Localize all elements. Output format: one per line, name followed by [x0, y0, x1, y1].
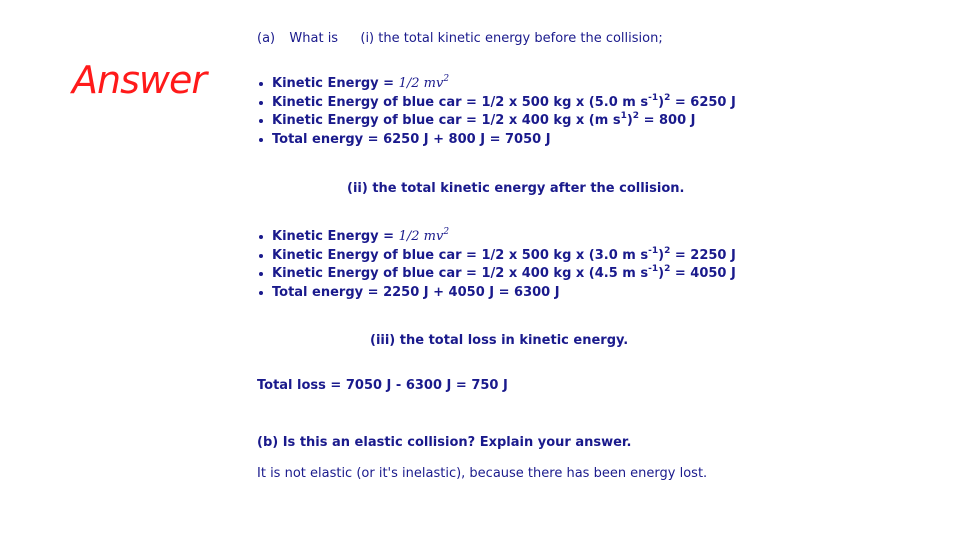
part-a-label: (a) — [257, 31, 276, 46]
part-a-question-line — [257, 31, 663, 47]
list-item — [272, 131, 736, 150]
list-item: Kinetic Energy of blue car = 1/2 x 400 kg x (m $s^1)^2 = 800$ J — [272, 112, 736, 131]
total-before: Total energy = 6250 J + 800 J = 7050 J — [272, 131, 551, 147]
sub-ii-heading: (ii) the total kinetic energy after the collision. — [347, 181, 685, 196]
total-loss: Total loss = 7050 J - 6300 J = 750 J — [257, 378, 508, 393]
ke-formula: 1/2 $mv^2$ — [398, 227, 450, 244]
part-a-question: What is — [289, 31, 339, 46]
part-b-answer: It is not elastic (or it's inelastic), because there has been energy lost. — [257, 466, 708, 481]
list-item: Kinetic Energy of blue car = 1/2 x 500 kg x (5.0 m $s^{-1})^2 = 6250$ J — [272, 94, 736, 113]
part-b-question: (b) Is this an elastic collision? Explain your answer. — [257, 435, 632, 450]
ke-label: Kinetic Energy = — [272, 76, 399, 91]
after-collision-list — [272, 228, 736, 302]
before-collision-list — [272, 75, 736, 149]
answer-heading: Answer — [72, 58, 206, 102]
list-item — [272, 75, 736, 94]
sub-i-heading: (i) the total kinetic energy before the collision; — [360, 31, 663, 46]
list-item: Kinetic Energy of blue car = 1/2 x 500 kg x (3.0 m $s^{-1})^2 = 2250$ J — [272, 247, 736, 266]
list-item — [272, 284, 736, 303]
total-after: Total energy = 2250 J + 4050 J = 6300 J — [272, 284, 560, 300]
ke-label: Kinetic Energy = — [272, 229, 399, 244]
sub-iii-heading: (iii) the total loss in kinetic energy. — [370, 333, 629, 348]
list-item: Kinetic Energy of blue car = 1/2 x 400 kg x (4.5 m $s^{-1})^2 = 4050$ J — [272, 265, 736, 284]
ke-formula: 1/2 $mv^2$ — [398, 74, 450, 91]
list-item — [272, 228, 736, 247]
